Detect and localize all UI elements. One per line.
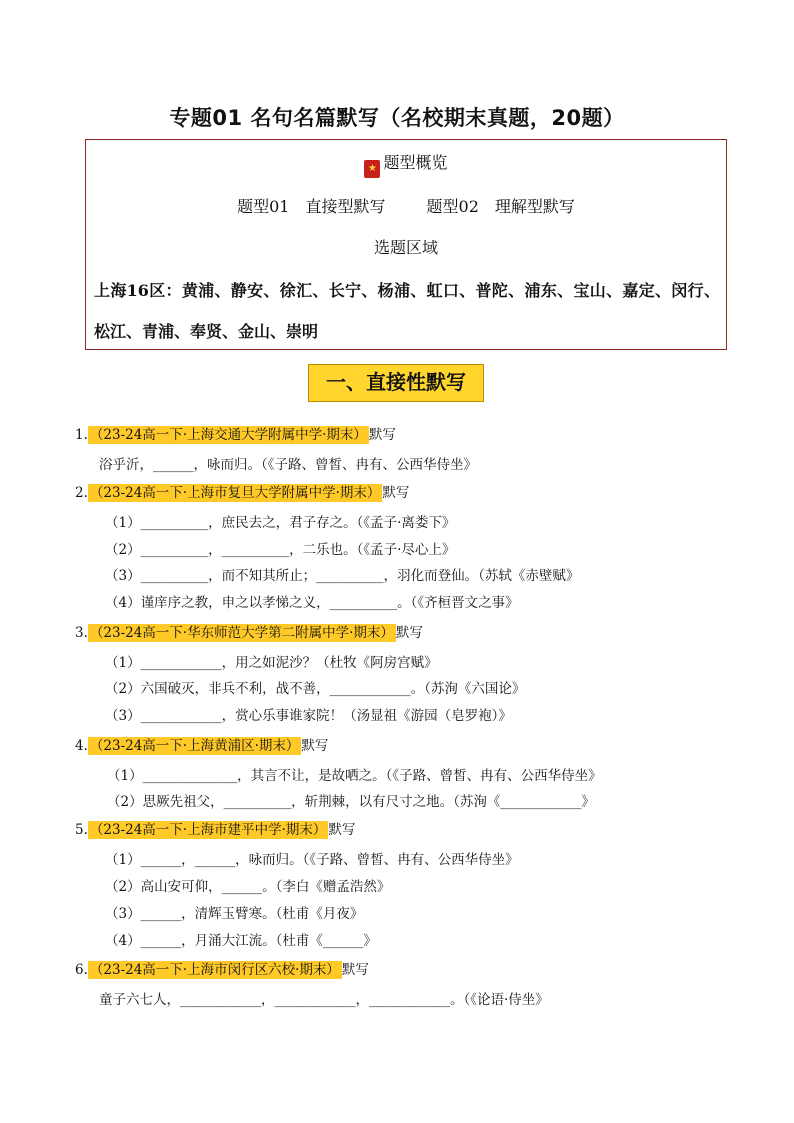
- question-line: （1）______，______，咏而归。（《子路、曾皙、冉有、公西华侍坐》: [105, 852, 519, 868]
- question-1-header: [75, 423, 396, 443]
- question-line: （2）高山安可仰，______。（李白《赠孟浩然》: [105, 879, 391, 895]
- question-instruction: 默写: [368, 427, 396, 443]
- question-line: （3）__________，而不知其所止；__________，羽化而登仙。（苏轼《赤壁赋》: [105, 568, 580, 584]
- region-label: 选题区域: [373, 238, 438, 257]
- question-line: 浴乎沂，______，咏而归。（《子路、曾皙、冉有、公西华侍坐》: [99, 457, 477, 473]
- question-2-header: [75, 481, 409, 501]
- source-tag: （23-24高一下·上海市闵行区六校·期末）: [89, 962, 340, 978]
- question-line: 童子六七人，____________，____________，____________。（《论语·侍坐》: [99, 992, 549, 1008]
- question-3-header: [75, 621, 423, 641]
- question-instruction: 默写: [328, 822, 356, 838]
- question-6-header: [75, 958, 369, 978]
- question-5-header: [75, 818, 355, 838]
- page-title: 专题01 名句名篇默写（名校期末真题，20题）: [169, 106, 625, 130]
- type-2: 题型02 理解型默写: [426, 197, 575, 216]
- question-instruction: 默写: [395, 625, 423, 641]
- section-heading: 一、直接性默写: [308, 364, 484, 402]
- question-number: 1.: [75, 427, 88, 443]
- source-tag: （23-24高一下·上海市复旦大学附属中学·期末）: [89, 485, 381, 501]
- question-number: 6.: [75, 962, 88, 978]
- source-tag: （23-24高一下·华东师范大学第二附属中学·期末）: [89, 625, 394, 641]
- source-tag: （23-24高一下·上海交通大学附属中学·期末）: [89, 427, 367, 443]
- type-1: 题型01 直接型默写: [237, 197, 386, 216]
- question-line: （3）____________，赏心乐事谁家院！（汤显祖《游园（皂罗袍）》: [105, 708, 512, 724]
- overview-heading-text: 题型概览: [383, 153, 448, 172]
- question-line: （4）______，月涌大江流。（杜甫《______》: [105, 933, 377, 949]
- book-icon: ★: [364, 160, 380, 178]
- question-line: （1）____________，用之如泥沙？（杜牧《阿房宫赋》: [105, 655, 438, 671]
- question-line: （2）思厥先祖父，__________，斩荆棘，以有尺寸之地。（苏洵《____________》: [107, 794, 595, 810]
- question-number: 3.: [75, 625, 88, 641]
- question-line: （1）______________，其言不让，是故哂之。（《子路、曾皙、冉有、公西华侍坐》: [107, 768, 602, 784]
- question-line: （3）______，清辉玉臂寒。（杜甫《月夜》: [105, 906, 364, 922]
- question-instruction: 默写: [382, 485, 410, 501]
- source-tag: （23-24高一下·上海黄浦区·期末）: [89, 738, 300, 754]
- question-number: 4.: [75, 738, 88, 754]
- district-list: 上海16区：黄浦、静安、徐汇、长宁、杨浦、虹口、普陀、浦东、宝山、嘉定、闵行、松江、青浦、奉贤、金山、崇明: [94, 281, 720, 341]
- question-instruction: 默写: [341, 962, 369, 978]
- overview-box: [85, 139, 727, 350]
- question-number: 5.: [75, 822, 88, 838]
- overview-heading: [86, 150, 726, 178]
- question-line: （4）谨庠序之教，申之以孝悌之义，__________。（《齐桓晋文之事》: [105, 595, 519, 611]
- question-line: （2）六国破灭，非兵不利，战不善，____________。（苏洵《六国论》: [105, 681, 526, 697]
- question-line: （1）__________，庶民去之，君子存之。（《孟子·离娄下》: [105, 515, 456, 531]
- question-types: [86, 194, 726, 217]
- question-4-header: [75, 734, 328, 754]
- source-tag: （23-24高一下·上海市建平中学·期末）: [89, 822, 327, 838]
- question-instruction: 默写: [301, 738, 329, 754]
- question-line: （2）__________，__________，二乐也。（《孟子·尽心上》: [105, 542, 456, 558]
- question-number: 2.: [75, 485, 88, 501]
